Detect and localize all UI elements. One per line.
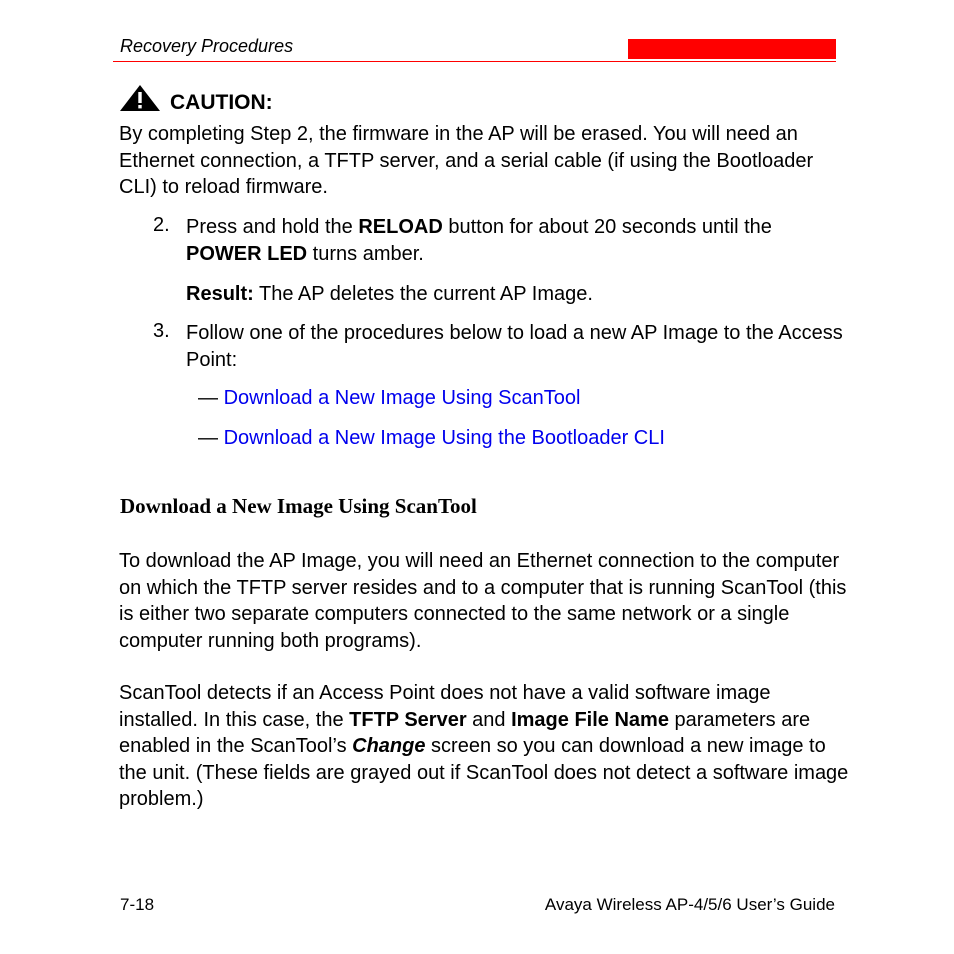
header-accent-bar xyxy=(628,39,836,59)
step-number: 3. xyxy=(153,320,170,342)
running-header-title: Recovery Procedures xyxy=(120,36,294,56)
link-list-item xyxy=(198,427,665,450)
scantool-paragraph-1: To download the AP Image, you will need an Ethernet connection to the computer on which the TFTP server resides and to a computer that is running ScanTool (this is either two separate computers connected to the same network or a single computer running both programs). xyxy=(119,550,847,652)
page-number: 7-18 xyxy=(120,895,155,914)
reload-button-term: RELOAD xyxy=(358,216,443,238)
step-number: 2. xyxy=(153,214,170,236)
link-list-item xyxy=(198,387,580,410)
guide-title: Avaya Wireless AP-4/5/6 User’s Guide xyxy=(544,895,835,914)
section-heading: Download a New Image Using ScanTool xyxy=(120,494,477,518)
warning-triangle-icon xyxy=(119,84,161,112)
step-2-text: Press and hold the RELOAD button for about 20 seconds until the POWER LED turns amber. xyxy=(186,216,772,265)
scantool-paragraph-2: ScanTool detects if an Access Point does not have a valid software image installed. In this case, the TFTP Server and Image File Name parameters are enabled in the ScanTool’s Change screen so you can download a new image to the unit. (These fields are grayed out if ScanTool does not detect a software image problem.) xyxy=(119,682,849,810)
step-2-result: Result: The AP deletes the current AP Image. xyxy=(186,283,593,305)
image-file-name-term: Image File Name xyxy=(511,708,669,731)
power-led-term: POWER LED xyxy=(186,242,308,265)
em-dash: — xyxy=(198,427,218,449)
result-label: Result: xyxy=(186,283,254,305)
caution-label: CAUTION: xyxy=(170,91,273,114)
caution-text: By completing Step 2, the firmware in the AP will be erased. You will need an Ethernet connection, a TFTP server, and a serial cable (if using the Bootloader CLI) to reload firmware. xyxy=(119,123,814,198)
tftp-server-term: TFTP Server xyxy=(349,708,467,731)
step-3-text: Follow one of the procedures below to load a new AP Image to the Access Point: xyxy=(186,322,843,371)
change-screen-term: Change xyxy=(352,735,426,757)
link-download-bootloader-cli[interactable]: Download a New Image Using the Bootloader CLI xyxy=(223,427,665,449)
link-download-scantool[interactable]: Download a New Image Using ScanTool xyxy=(223,387,581,409)
em-dash: — xyxy=(198,387,218,409)
header-rule xyxy=(113,61,836,62)
